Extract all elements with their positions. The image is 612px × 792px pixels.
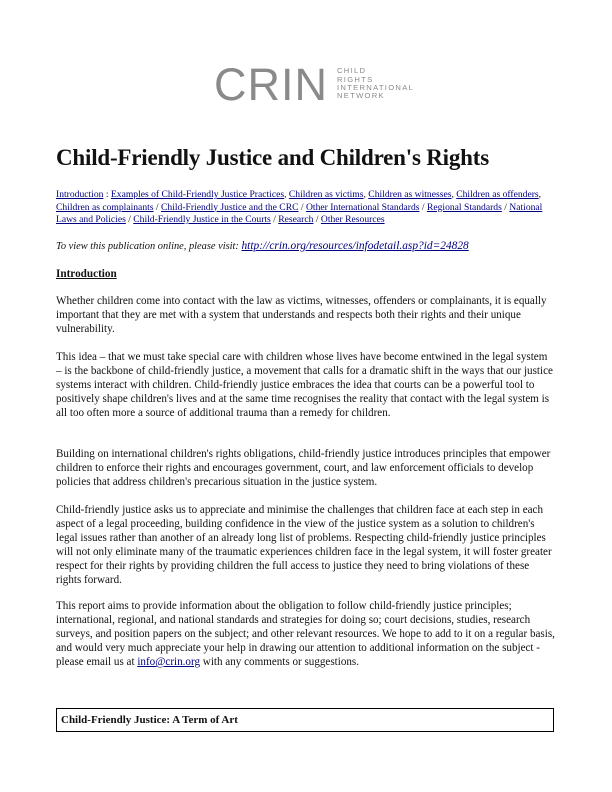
nav-separator: / [313, 214, 321, 225]
logo-sub-line: NETWORK [337, 91, 385, 101]
nav-link-witnesses[interactable]: Children as witnesses [368, 189, 452, 200]
paragraph-text: with any comments or suggestions. [200, 656, 360, 668]
nav-separator: / [270, 214, 279, 225]
nav-separator: , [451, 189, 457, 200]
logo-sub-line: CHILD [337, 66, 367, 76]
nav-separator: / [298, 201, 306, 213]
nav-link-national-laws[interactable]: National Laws and Policies [56, 201, 543, 225]
nav-separator: , [363, 189, 369, 200]
nav-separator: / [419, 201, 427, 213]
intro-paragraph-3: Building on international children's rights obligations, child-friendly justice introduces principles that empower children to enforce their rights and encourages government, court, and law enforcement officials to develop policies that address children's precarious situation in the justice system. [56, 448, 551, 488]
email-link[interactable]: info@crin.org [137, 656, 201, 668]
logo-sub-line: INTERNATIONAL [337, 83, 415, 92]
box-heading: Child-Friendly Justice: A Term of Art [61, 714, 238, 726]
nav-link-courts[interactable]: Child-Friendly Justice in the Courts [133, 214, 271, 225]
nav-separator: , [284, 189, 289, 200]
nav-separator: : [103, 189, 111, 200]
logo-subtitle [337, 67, 414, 101]
nav-link-international-standards[interactable]: Other International Standards [305, 201, 420, 213]
nav-separator: / [125, 214, 134, 225]
nav-separator: , [538, 189, 542, 200]
nav-link-crc[interactable]: Child-Friendly Justice and the CRC [161, 201, 299, 213]
logo-wordmark: CRIN [214, 58, 328, 110]
crin-logo [214, 58, 415, 110]
nav-separator: / [153, 201, 161, 213]
nav-link-victims[interactable]: Children as victims [288, 189, 364, 200]
intro-paragraph-2: This idea – that we must take special care with children whose lives have become entwined in the legal system – is the backbone of child-friendly justice, a movement that calls for a dramatic shift in the ways that our justice systems interact with children. Child-friendly justice embraces the idea that courts can be a powerful tool to positively shape children's lives and at the same time recognises the reality that contact with the legal system is all too often more a source of additional trauma than a remedy for children. [56, 351, 553, 419]
paragraph-text: This report aims to provide information about the obligation to follow child-friendly justice principles; international, regional, and national standards and strategies for doing so; court decisions, studies, research surveys, and position papers on the subject; and other relevant resources. We hope to add to it on a regular basis, and would very much appreciate your help in drawing our attention to additional information on the subject - please email us at [56, 600, 555, 668]
intro-paragraph-1: Whether children come into contact with the law as victims, witnesses, offenders or complainants, it is equally important that they are met with a system that understands and respects both their rights and their unique vulnerability. [56, 295, 547, 335]
introduction-heading: Introduction [56, 268, 117, 280]
nav-separator: / [501, 201, 510, 213]
nav-link-introduction[interactable]: Introduction [56, 189, 104, 200]
page-title: Child-Friendly Justice and Children's Rights [56, 145, 489, 170]
nav-link-research[interactable]: Research [278, 214, 314, 225]
online-link-line [56, 238, 556, 255]
intro-paragraph-4: Child-friendly justice asks us to appreciate and minimise the challenges that children face at each step in each aspect of a legal proceeding, building confidence in the view of the justice system as a solution to children's legal issues rather than another of an already long list of problems. Respecting child-friendly justice principles will not only eliminate many of the traumatic experiences children face in the legal system, it will foster greater respect for their rights by providing children the full access to justice they need to bring violations of these rights forward. [56, 504, 552, 586]
term-of-art-box [56, 708, 554, 732]
nav-link-other-resources[interactable]: Other Resources [320, 214, 385, 225]
nav-link-regional-standards[interactable]: Regional Standards [426, 201, 502, 213]
nav-link-offenders[interactable]: Children as offenders [456, 189, 539, 200]
section-nav [56, 189, 556, 227]
nav-link-examples[interactable]: Examples of Child-Friendly Justice Practices [110, 189, 285, 200]
logo-sub-line: RIGHTS [337, 74, 374, 84]
nav-link-complainants[interactable]: Children as complainants [56, 201, 154, 213]
online-label: To view this publication online, please visit: [56, 241, 242, 252]
intro-paragraph-5 [56, 599, 555, 669]
publication-url-link[interactable]: http://crin.org/resources/infodetail.asp?id=24828 [241, 240, 469, 252]
